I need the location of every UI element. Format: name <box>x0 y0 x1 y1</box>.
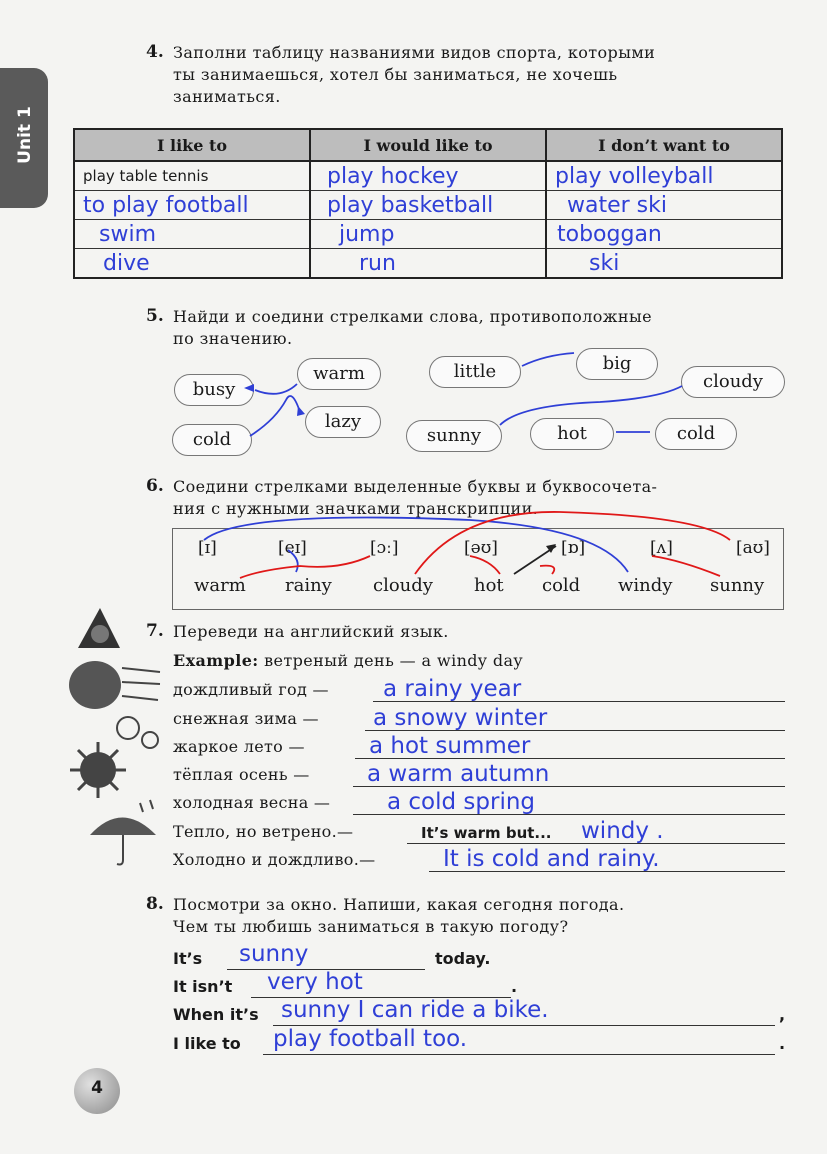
connector-cloudy-au <box>415 512 730 574</box>
row-answer: a rainy year <box>383 676 522 702</box>
connector-ei-rainy <box>288 550 298 572</box>
word-pill-big: big <box>576 348 658 380</box>
task5-line-2: по значению. <box>173 329 293 348</box>
row-prompt: холодная весна — <box>173 793 331 812</box>
table-cell: water ski <box>546 191 782 220</box>
symbol-o-long: [ɔː] <box>370 538 399 558</box>
row-answer: very hot <box>267 969 363 995</box>
row-answer: sunny <box>239 941 309 967</box>
header-dont-want: I don’t want to <box>546 129 782 161</box>
task5-connectors <box>244 353 682 436</box>
table-cell: play table tennis <box>74 161 310 191</box>
trans-word-cloudy: cloudy <box>373 575 433 596</box>
row-prompt: Тепло, но ветрено.— <box>173 822 354 841</box>
row-prompt: жаркое лето — <box>173 737 305 756</box>
table-cell: play basketball <box>310 191 546 220</box>
symbol-o-short: [ɒ] <box>561 538 586 558</box>
row-answer: It is cold and rainy. <box>443 846 660 872</box>
row-prompt: дождливый год — <box>173 680 329 699</box>
row-answer: windy . <box>581 818 664 844</box>
sun-with-clouds-icon <box>78 608 120 648</box>
symbol-au: [aʊ] <box>736 538 770 558</box>
row-suffix: , <box>779 1005 786 1024</box>
task5-number: 5. <box>146 306 164 326</box>
row-prompt: тёплая осень — <box>173 765 310 784</box>
task8-line-1: Посмотри за окно. Напиши, какая сегодня погода. <box>173 895 625 914</box>
header-would-like: I would like to <box>310 129 546 161</box>
word-pill-little: little <box>429 356 521 388</box>
symbol-i: [ɪ] <box>198 538 217 558</box>
table-cell: play volleyball <box>546 161 782 191</box>
connector-ou-cold <box>470 556 500 574</box>
word-pill-sunny: sunny <box>406 420 502 452</box>
row-prefix: It isn’t <box>173 977 233 996</box>
row-answer: a hot summer <box>369 733 531 759</box>
row-suffix: . <box>779 1034 786 1053</box>
word-pill-warm: warm <box>297 358 381 390</box>
connector-cold-lazy <box>250 396 300 436</box>
trans-word-sunny: sunny <box>710 575 765 596</box>
task6-number: 6. <box>146 476 164 496</box>
table-cell: swim <box>74 220 310 249</box>
umbrella-icon <box>90 800 156 865</box>
word-pill-cold: cold <box>172 424 252 456</box>
symbol-ou: [əʊ] <box>464 538 498 558</box>
word-pill-lazy: lazy <box>305 406 381 438</box>
task4-line-3: заниматься. <box>173 87 281 106</box>
row-answer: sunny I can ride a bike. <box>281 997 549 1023</box>
word-pill-cloudy: cloudy <box>681 366 785 398</box>
row-answer: a cold spring <box>387 789 536 815</box>
connector-sunny-cloudy <box>500 386 682 425</box>
row-suffix: today. <box>435 949 491 968</box>
table-cell: ski <box>546 249 782 279</box>
task6-line-1: Соедини стрелками выделенные буквы и буквосочета- <box>173 477 658 496</box>
example-text: ветреный день — a windy day <box>264 651 523 670</box>
row-answer: a warm autumn <box>367 761 550 787</box>
trans-word-cold: cold <box>542 575 581 596</box>
row-answer: play football too. <box>273 1026 468 1052</box>
task4-line-1: Заполни таблицу названиями видов спорта, которыми <box>173 43 656 62</box>
task7-title: Переведи на английский язык. <box>173 622 449 641</box>
task8-number: 8. <box>146 894 164 914</box>
table-cell: jump <box>310 220 546 249</box>
task6-line-2: ния с нужными значками транскрипции. <box>173 499 539 518</box>
connector-o-warm <box>240 556 370 578</box>
task7-number: 7. <box>146 621 164 641</box>
page-number: 4 <box>91 1078 103 1098</box>
snowflake-icon <box>117 717 158 748</box>
row-suffix: . <box>511 977 518 996</box>
sun-icon <box>70 742 126 798</box>
trans-word-warm: warm <box>194 575 246 596</box>
unit-label: Unit 1 <box>15 106 35 164</box>
trans-word-hot: hot <box>474 575 504 596</box>
task8-line-2: Чем ты любишь заниматься в такую погоду? <box>173 917 569 936</box>
symbol-ei: [eɪ] <box>278 538 307 558</box>
connector-warm-busy <box>255 384 297 394</box>
row-prefix: When it’s <box>173 1005 259 1024</box>
word-pill-busy: busy <box>174 374 254 406</box>
symbol-caret: [ʌ] <box>650 538 673 558</box>
word-pill-cold-2: cold <box>655 418 737 450</box>
task4-number: 4. <box>146 42 164 62</box>
table-cell: play hockey <box>310 161 546 191</box>
row-prompt: Холодно и дождливо.— <box>173 850 376 869</box>
row-prefix: It’s <box>173 949 203 968</box>
table-cell: toboggan <box>546 220 782 249</box>
row-prefix: I like to <box>173 1034 241 1053</box>
header-like: I like to <box>74 129 310 161</box>
table-cell: run <box>310 249 546 279</box>
task6-connectors <box>204 512 730 578</box>
trans-word-windy: windy <box>618 575 673 596</box>
connector-i-windy <box>204 518 628 573</box>
connector-caret-sunny <box>652 556 720 576</box>
task5-line-1: Найди и соедини стрелками слова, противоположные <box>173 307 652 326</box>
table-cell: dive <box>74 249 310 279</box>
wind-cloud-icon <box>69 661 160 709</box>
word-pill-hot: hot <box>530 418 614 450</box>
row-prompt: снежная зима — <box>173 709 319 728</box>
row-answer: a snowy winter <box>373 705 548 731</box>
connector-little-big <box>522 353 574 366</box>
row-printed-start: It’s warm but... <box>421 824 552 842</box>
task4-line-2: ты занимаешься, хотел бы заниматься, не хочешь <box>173 65 618 84</box>
trans-word-rainy: rainy <box>285 575 332 596</box>
table-cell: to play football <box>74 191 310 220</box>
example-label: Example: <box>173 651 259 670</box>
